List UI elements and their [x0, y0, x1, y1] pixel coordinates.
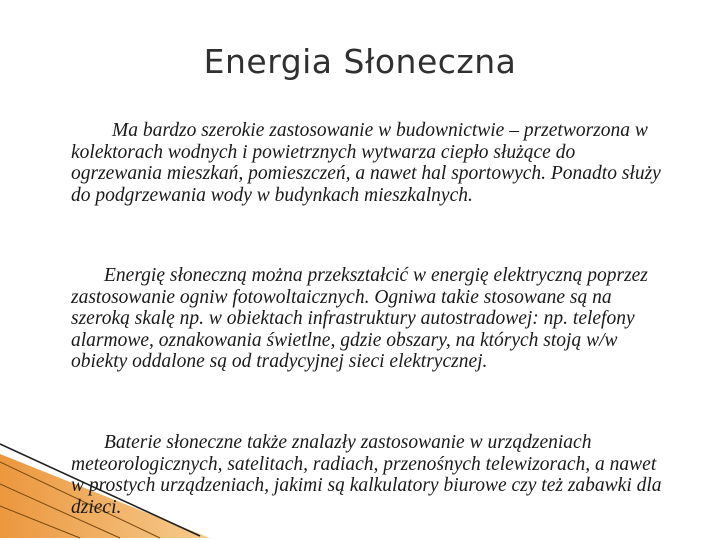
- paragraph-solar-batteries: Baterie słoneczne także znalazły zastosowanie w urządzeniach meteorologicznych, satelitach, radiach, przenośnych telewizorach, a nawet w prostych urządzeniach, jakimi są kalkulatory biurowe czy też zabawki dla dzieci.: [71, 432, 662, 518]
- paragraph-building-use: Ma bardzo szerokie zastosowanie w budownictwie – przetworzona w kolektorach wodnych i powietrznych wytwarza ciepło służące do ogrzewania mieszkań, pomieszczeń, a nawet hal sportowych. Ponadto służy do podgrzewania wody w budynkach mieszkalnych.: [71, 120, 661, 206]
- paragraph-photovoltaic: Energię słoneczną można przekształcić w energię elektryczną poprzez zastosowanie ogniw fotowoltaicznych. Ogniwa takie stosowane są na szeroką skalę np. w obiektach infrastruktury autostradowej: np. telefony alarmowe, oznakowania świetlne, gdzie obszary, na których stoją w/w obiekty oddalone są od tradycyjnej sieci elektrycznej.: [71, 265, 648, 372]
- slide-title-text: Energia Słoneczna: [203, 42, 517, 81]
- slide-title: [0, 42, 720, 81]
